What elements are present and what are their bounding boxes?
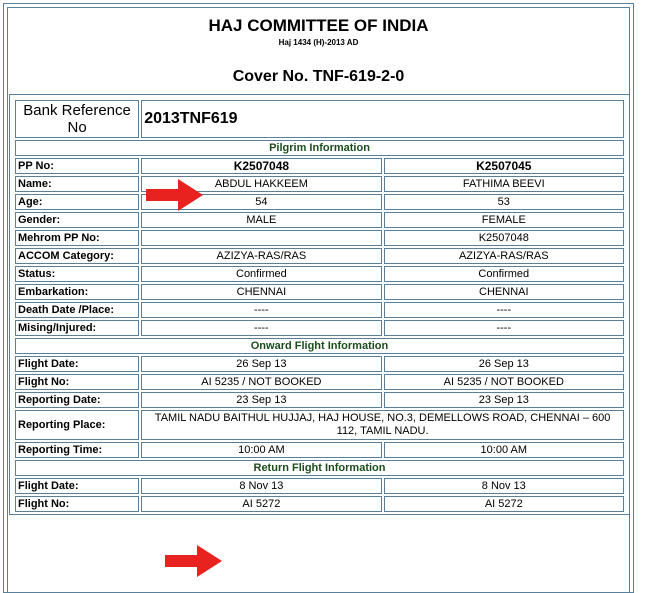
return-pilgrim-2: 8 Nov 13 [384,478,624,494]
pilgrim-pilgrim-1: CHENNAI [141,284,381,300]
document-frame [3,3,634,593]
reporting-time-label: Reporting Time: [15,442,139,458]
pilgrim-row [15,284,624,300]
reporting-place-label: Reporting Place: [15,410,139,440]
pilgrim-label: Status: [15,266,139,282]
pilgrim-label: Gender: [15,212,139,228]
pilgrim-pilgrim-2: K2507048 [384,230,624,246]
return-pilgrim-1: 8 Nov 13 [141,478,381,494]
onward-pilgrim-2: 26 Sep 13 [384,356,624,372]
pilgrim-pilgrim-2: Confirmed [384,266,624,282]
pilgrim-label: Age: [15,194,139,210]
bank-row [15,100,624,138]
onward-row [15,374,624,390]
pilgrim-pilgrim-1: ---- [141,302,381,318]
return-pilgrim-1: AI 5272 [141,496,381,512]
pilgrim-row [15,320,624,336]
onward-row [15,356,624,372]
pilgrim-pilgrim-2: FEMALE [384,212,624,228]
section-row [15,338,624,354]
pilgrim-label: Name: [15,176,139,192]
pilgrim-label: ACCOM Category: [15,248,139,264]
pilgrim-row [15,212,624,228]
onward-pilgrim-1: 26 Sep 13 [141,356,381,372]
onward-label: Flight No: [15,374,139,390]
bank-reference-value: 2013TNF619 [141,100,624,138]
onward-pilgrim-1: AI 5235 / NOT BOOKED [141,374,381,390]
bank-reference-label: Bank Reference No [15,100,139,138]
pilgrim-row [15,248,624,264]
cover-number: Cover No. TNF-619-2-0 [232,68,405,85]
return-label: Flight No: [15,496,139,512]
pilgrim-label: PP No: [15,158,139,174]
section-pilgrim-heading: Pilgrim Information [15,140,624,156]
pilgrim-pilgrim-2: 53 [384,194,624,210]
pilgrim-row [15,194,624,210]
pilgrim-label: Death Date /Place: [15,302,139,318]
reporting-place-row [15,410,624,440]
reporting-time-pilgrim-2: 10:00 AM [384,442,624,458]
pilgrim-pilgrim-1 [141,230,381,246]
pilgrim-row [15,176,624,192]
onward-label: Reporting Date: [15,392,139,408]
pilgrim-pilgrim-1: K2507048 [141,158,381,174]
return-row [15,478,624,494]
reporting-place-value: TAMIL NADU BAITHUL HUJJAJ, HAJ HOUSE, NO.3, DEMELLOWS ROAD, CHENNAI – 600 112, TAMIL NADU. [141,410,624,440]
page-subtitle: Haj 1434 (H)-2013 AD [278,38,359,47]
page-title: HAJ COMMITTEE OF INDIA [208,16,429,35]
pilgrim-pilgrim-1: 54 [141,194,381,210]
pilgrim-row [15,266,624,282]
pilgrim-pilgrim-1: ---- [141,320,381,336]
pilgrim-pilgrim-2: ---- [384,320,624,336]
section-row [15,140,624,156]
return-label: Flight Date: [15,478,139,494]
onward-label: Flight Date: [15,356,139,372]
pilgrim-pilgrim-2: CHENNAI [384,284,624,300]
info-table-wrapper [9,94,630,515]
onward-row [15,392,624,408]
section-onward-heading: Onward Flight Information [15,338,624,354]
reporting-time-row [15,442,624,458]
red-arrow-name-icon [146,178,204,212]
pilgrim-label: Mising/Injured: [15,320,139,336]
pilgrim-row [15,158,624,174]
return-pilgrim-2: AI 5272 [384,496,624,512]
pilgrim-label: Embarkation: [15,284,139,300]
pilgrim-pilgrim-1: ABDUL HAKKEEM [141,176,381,192]
pilgrim-label: Mehrom PP No: [15,230,139,246]
info-table [13,98,626,514]
red-arrow-flight-icon [165,544,223,578]
pilgrim-row [15,230,624,246]
pilgrim-pilgrim-1: AZIZYA-RAS/RAS [141,248,381,264]
return-row [15,496,624,512]
reporting-time-pilgrim-1: 10:00 AM [141,442,381,458]
pilgrim-pilgrim-1: MALE [141,212,381,228]
pilgrim-pilgrim-1: Confirmed [141,266,381,282]
onward-pilgrim-1: 23 Sep 13 [141,392,381,408]
pilgrim-pilgrim-2: K2507045 [384,158,624,174]
section-return-heading: Return Flight Information [15,460,624,476]
onward-pilgrim-2: 23 Sep 13 [384,392,624,408]
onward-pilgrim-2: AI 5235 / NOT BOOKED [384,374,624,390]
document-inner-frame [7,7,630,593]
pilgrim-pilgrim-2: AZIZYA-RAS/RAS [384,248,624,264]
pilgrim-row [15,302,624,318]
pilgrim-pilgrim-2: ---- [384,302,624,318]
section-row [15,460,624,476]
pilgrim-pilgrim-2: FATHIMA BEEVI [384,176,624,192]
